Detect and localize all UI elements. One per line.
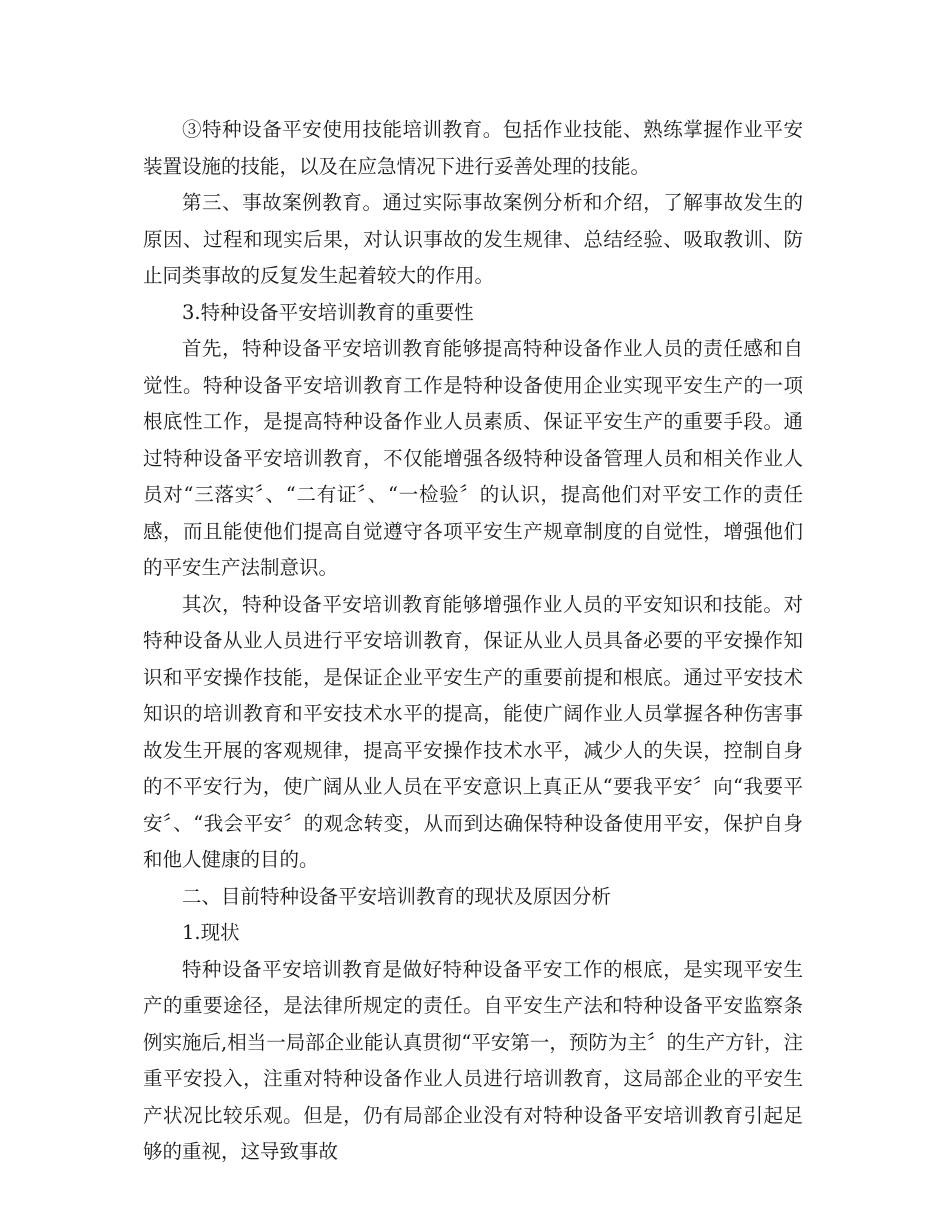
- document-body: [143, 112, 803, 1171]
- paragraph-case-education: 第三、事故案例教育。通过实际事故案例分析和介绍，了解事故发生的原因、过程和现实后果，对认识事故的发生规律、总结经验、吸取教训、防止同类事故的反复发生起着较大的作用。: [143, 191, 803, 287]
- section-heading-status-analysis: 二、目前特种设备平安培训教育的现状及原因分析: [182, 884, 612, 908]
- paragraph-second-point: 其次，特种设备平安培训教育能够增强作业人员的平安知识和技能。对特种设备从业人员进行平安培训教育，保证从业人员具备必要的平安操作知识和平安操作技能，是保证企业平安生产的重要前提和根底。通过平安技术知识的培训教育和平安技术水平的提高，能使广阔作业人员掌握各种伤害事故发生开展的客观规律，提高平安操作技术水平，减少人的失误，控制自身的不平安行为，使广阔从业人员在平安意识上真正从“要我平安〞向“我要平安〞、“我会平安〞的观念转变，从而到达确保特种设备使用平安，保护自身和他人健康的目的。: [143, 592, 803, 871]
- section-heading-importance: 3.特种设备平安培训教育的重要性: [182, 300, 474, 324]
- subsection-heading-status: 1.现状: [182, 921, 240, 944]
- paragraph-first-point: 首先，特种设备平安培训教育能够提高特种设备作业人员的责任感和自觉性。特种设备平安培训教育工作是特种设备使用企业实现平安生产的一项根底性工作，是提高特种设备作业人员素质、保证平安生产的重要手段。通过特种设备平安培训教育，不仅能增强各级特种设备管理人员和相关作业人员对“三落实〞、“二有证〞、“一检验〞的认识，提高他们对平安工作的责任感，而且能使他们提高自觉遵守各项平安生产规章制度的自觉性，增强他们的平安生产法制意识。: [143, 337, 803, 579]
- paragraph-status-description: 特种设备平安培训教育是做好特种设备平安工作的根底，是实现平安生产的重要途径，是法律所规定的责任。自平安生产法和特种设备平安监察条例实施后,相当一局部企业能认真贯彻“平安第一，预防为主〞的生产方针，注重平安投入，注重对特种设备作业人员进行培训教育，这局部企业的平安生产状况比较乐观。但是，仍有局部企业没有对特种设备平安培训教育引起足够的重视，这导致事故: [143, 957, 803, 1163]
- paragraph-skills-training: ③特种设备平安使用技能培训教育。包括作业技能、熟练掌握作业平安装置设施的技能，以及在应急情况下进行妥善处理的技能。: [143, 118, 803, 178]
